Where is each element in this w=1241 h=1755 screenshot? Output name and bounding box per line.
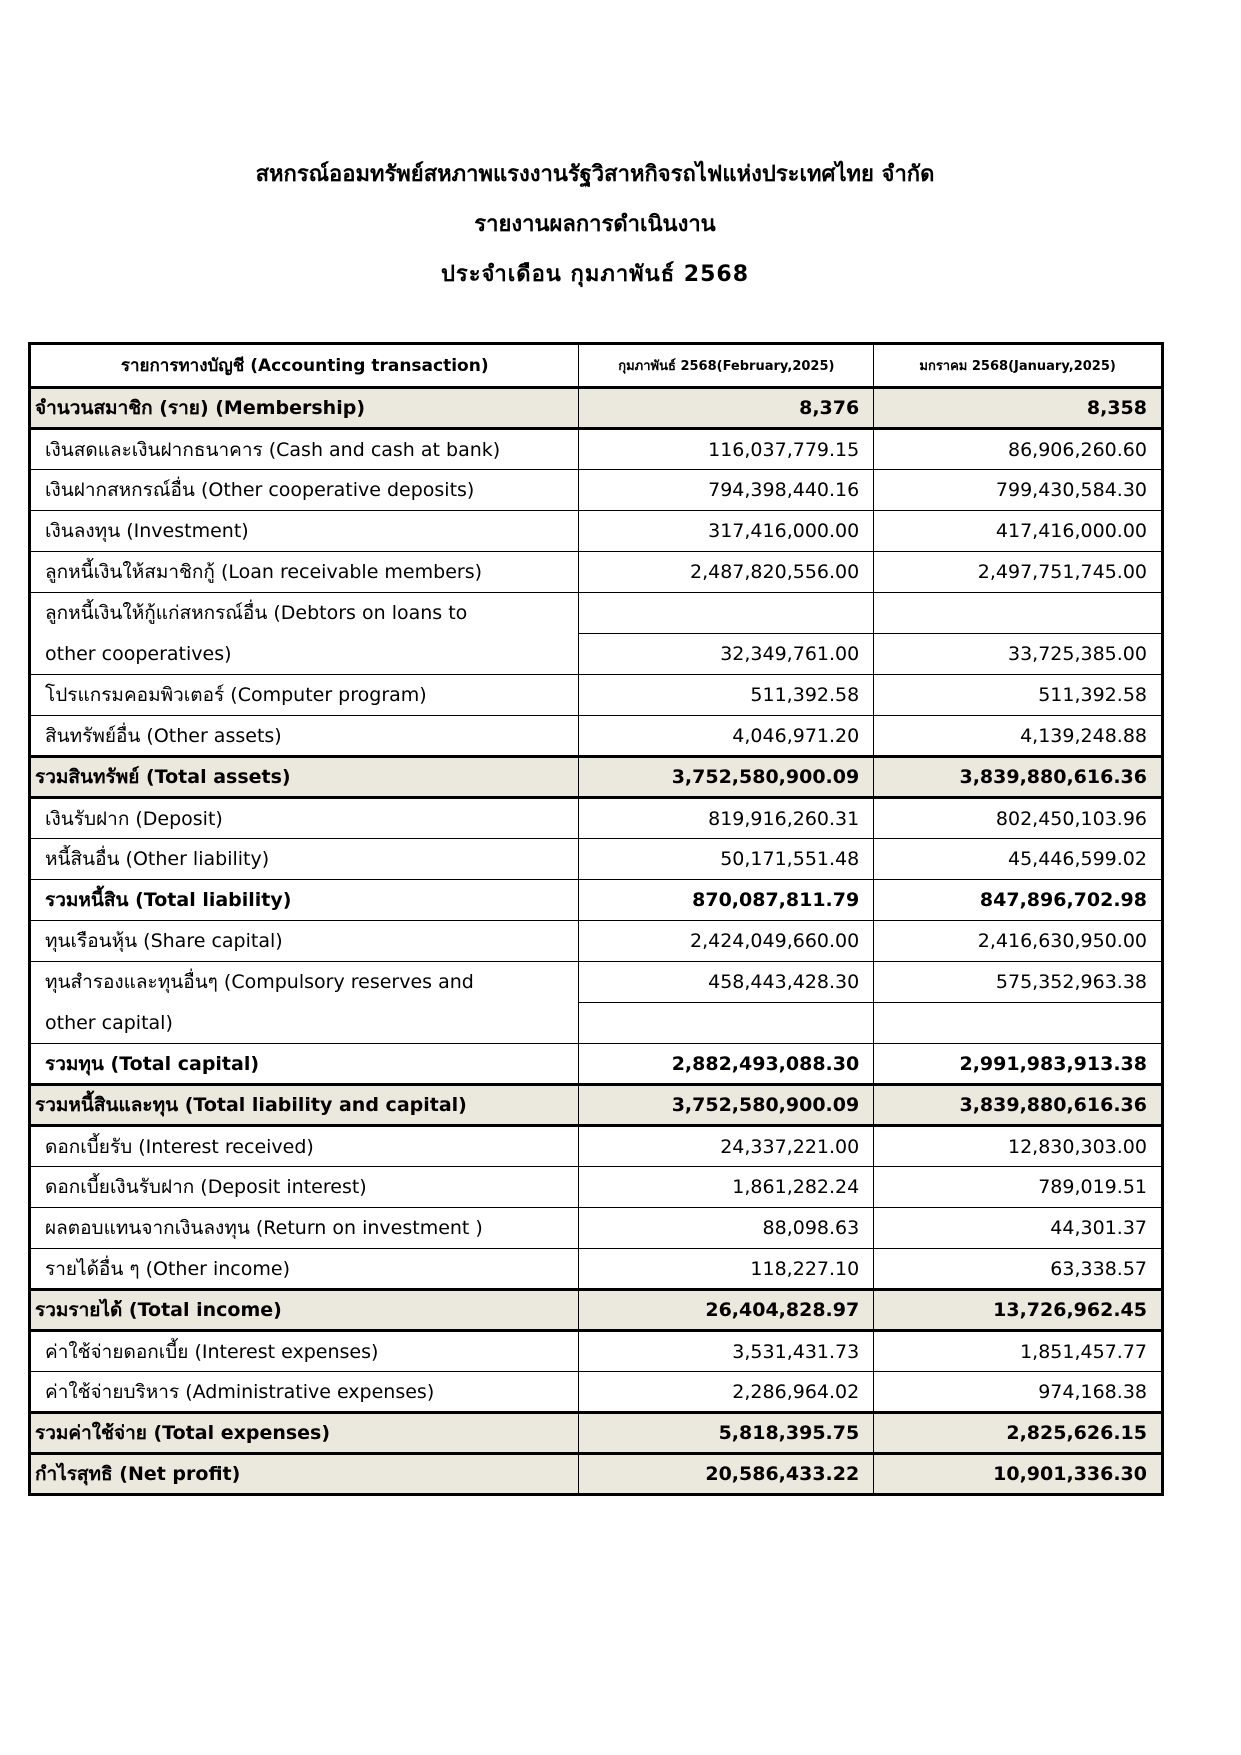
table-row <box>30 675 1163 716</box>
table-row <box>30 1331 1163 1372</box>
value-january: 2,416,630,950.00 <box>874 921 1163 962</box>
table-header-row <box>30 344 1163 388</box>
value-february: 24,337,221.00 <box>579 1126 874 1167</box>
table-row <box>30 511 1163 552</box>
value-january: 2,991,983,913.38 <box>874 1044 1163 1085</box>
value-february: 88,098.63 <box>579 1208 874 1249</box>
value-january: 63,338.57 <box>874 1249 1163 1290</box>
value-february: 3,752,580,900.09 <box>579 1085 874 1126</box>
table-row-total-liability-capital <box>30 1085 1163 1126</box>
table-row-net-profit <box>30 1454 1163 1495</box>
value-january: 33,725,385.00 <box>874 634 1163 675</box>
value-february: 794,398,440.16 <box>579 470 874 511</box>
row-label: โปรแกรมคอมพิวเตอร์ (Computer program) <box>30 675 579 716</box>
value-january: 575,352,963.38 <box>874 962 1163 1003</box>
value-february: 511,392.58 <box>579 675 874 716</box>
table-row-total-expenses <box>30 1413 1163 1454</box>
row-label-continued: other cooperatives) <box>30 634 579 675</box>
row-label: ทุนเรือนหุ้น (Share capital) <box>30 921 579 962</box>
value-january: 8,358 <box>874 388 1163 429</box>
table-row <box>30 552 1163 593</box>
row-label: ลูกหนี้เงินให้กู้แก่สหกรณ์อื่น (Debtors on loans to <box>30 593 579 634</box>
table-row <box>30 962 1163 1003</box>
value-february: 116,037,779.15 <box>579 429 874 470</box>
value-january: 45,446,599.02 <box>874 839 1163 880</box>
table-row <box>30 1208 1163 1249</box>
value-february: 2,882,493,088.30 <box>579 1044 874 1085</box>
operating-results-table <box>28 342 1164 1496</box>
value-january: 1,851,457.77 <box>874 1331 1163 1372</box>
empty-cell <box>874 593 1163 634</box>
value-january: 799,430,584.30 <box>874 470 1163 511</box>
row-label: ค่าใช้จ่ายบริหาร (Administrative expenses) <box>30 1372 579 1413</box>
value-february: 4,046,971.20 <box>579 716 874 757</box>
column-header-february: กุมภาพันธ์ 2568(February,2025) <box>579 344 874 388</box>
value-january: 86,906,260.60 <box>874 429 1163 470</box>
value-january: 511,392.58 <box>874 675 1163 716</box>
report-title: รายงานผลการดำเนินงาน <box>474 212 716 237</box>
row-label: รวมหนี้สินและทุน (Total liability and capital) <box>30 1085 579 1126</box>
empty-cell <box>579 593 874 634</box>
table-row <box>30 839 1163 880</box>
table-row-total-capital <box>30 1044 1163 1085</box>
table-row <box>30 429 1163 470</box>
value-january: 2,497,751,745.00 <box>874 552 1163 593</box>
column-header-accounting: รายการทางบัญชี (Accounting transaction) <box>30 344 579 388</box>
row-label: เงินสดและเงินฝากธนาคาร (Cash and cash at bank) <box>30 429 579 470</box>
table-row <box>30 470 1163 511</box>
row-label: เงินฝากสหกรณ์อื่น (Other cooperative deposits) <box>30 470 579 511</box>
value-february: 458,443,428.30 <box>579 962 874 1003</box>
row-label: ดอกเบี้ยเงินรับฝาก (Deposit interest) <box>30 1167 579 1208</box>
table-row-total-liability <box>30 880 1163 921</box>
table-row <box>30 921 1163 962</box>
value-january: 4,139,248.88 <box>874 716 1163 757</box>
value-january: 3,839,880,616.36 <box>874 757 1163 798</box>
value-february: 5,818,395.75 <box>579 1413 874 1454</box>
row-label: กำไรสุทธิ (Net profit) <box>30 1454 579 1495</box>
table-row-total-income <box>30 1290 1163 1331</box>
value-february: 870,087,811.79 <box>579 880 874 921</box>
row-label: รวมค่าใช้จ่าย (Total expenses) <box>30 1413 579 1454</box>
row-label: จำนวนสมาชิก (ราย) (Membership) <box>30 388 579 429</box>
value-january: 3,839,880,616.36 <box>874 1085 1163 1126</box>
table-row-continuation <box>30 1003 1163 1044</box>
value-february: 2,487,820,556.00 <box>579 552 874 593</box>
value-february: 8,376 <box>579 388 874 429</box>
row-label: ผลตอบแทนจากเงินลงทุน (Return on investment ) <box>30 1208 579 1249</box>
row-label: เงินลงทุน (Investment) <box>30 511 579 552</box>
value-january: 802,450,103.96 <box>874 798 1163 839</box>
row-label: ลูกหนี้เงินให้สมาชิกกู้ (Loan receivable members) <box>30 552 579 593</box>
row-label-continued: other capital) <box>30 1003 579 1044</box>
row-label: รายได้อื่น ๆ (Other income) <box>30 1249 579 1290</box>
value-february: 32,349,761.00 <box>579 634 874 675</box>
value-february: 317,416,000.00 <box>579 511 874 552</box>
row-label: หนี้สินอื่น (Other liability) <box>30 839 579 880</box>
row-label: สินทรัพย์อื่น (Other assets) <box>30 716 579 757</box>
value-january: 13,726,962.45 <box>874 1290 1163 1331</box>
empty-cell <box>579 1003 874 1044</box>
cooperative-name: สหกรณ์ออมทรัพย์สหภาพแรงงานรัฐวิสาหกิจรถไฟแห่งประเทศไทย จำกัด <box>255 162 935 187</box>
row-label: ดอกเบี้ยรับ (Interest received) <box>30 1126 579 1167</box>
value-january: 2,825,626.15 <box>874 1413 1163 1454</box>
row-label: ค่าใช้จ่ายดอกเบี้ย (Interest expenses) <box>30 1331 579 1372</box>
column-header-january: มกราคม 2568(January,2025) <box>874 344 1163 388</box>
row-label: รวมหนี้สิน (Total liability) <box>30 880 579 921</box>
value-february: 3,531,431.73 <box>579 1331 874 1372</box>
value-january: 847,896,702.98 <box>874 880 1163 921</box>
table-row <box>30 1167 1163 1208</box>
table-row <box>30 1126 1163 1167</box>
empty-cell <box>874 1003 1163 1044</box>
value-january: 10,901,336.30 <box>874 1454 1163 1495</box>
value-february: 3,752,580,900.09 <box>579 757 874 798</box>
table-row-membership <box>30 388 1163 429</box>
table-row-total-assets <box>30 757 1163 798</box>
value-january: 12,830,303.00 <box>874 1126 1163 1167</box>
table-row <box>30 593 1163 634</box>
table-row <box>30 1372 1163 1413</box>
row-label: รวมทุน (Total capital) <box>30 1044 579 1085</box>
value-january: 417,416,000.00 <box>874 511 1163 552</box>
value-february: 50,171,551.48 <box>579 839 874 880</box>
row-label: ทุนสำรองและทุนอื่นๆ (Compulsory reserves and <box>30 962 579 1003</box>
table-row <box>30 716 1163 757</box>
value-february: 20,586,433.22 <box>579 1454 874 1495</box>
value-february: 118,227.10 <box>579 1249 874 1290</box>
value-february: 2,424,049,660.00 <box>579 921 874 962</box>
table-row <box>30 1249 1163 1290</box>
value-january: 44,301.37 <box>874 1208 1163 1249</box>
row-label: รวมรายได้ (Total income) <box>30 1290 579 1331</box>
report-period: ประจำเดือน กุมภาพันธ์ 2568 <box>440 262 750 287</box>
table-row-continuation <box>30 634 1163 675</box>
table-row <box>30 798 1163 839</box>
value-january: 974,168.38 <box>874 1372 1163 1413</box>
value-january: 789,019.51 <box>874 1167 1163 1208</box>
value-february: 26,404,828.97 <box>579 1290 874 1331</box>
value-february: 819,916,260.31 <box>579 798 874 839</box>
report-header <box>0 150 1190 300</box>
value-february: 1,861,282.24 <box>579 1167 874 1208</box>
row-label: เงินรับฝาก (Deposit) <box>30 798 579 839</box>
value-february: 2,286,964.02 <box>579 1372 874 1413</box>
row-label: รวมสินทรัพย์ (Total assets) <box>30 757 579 798</box>
